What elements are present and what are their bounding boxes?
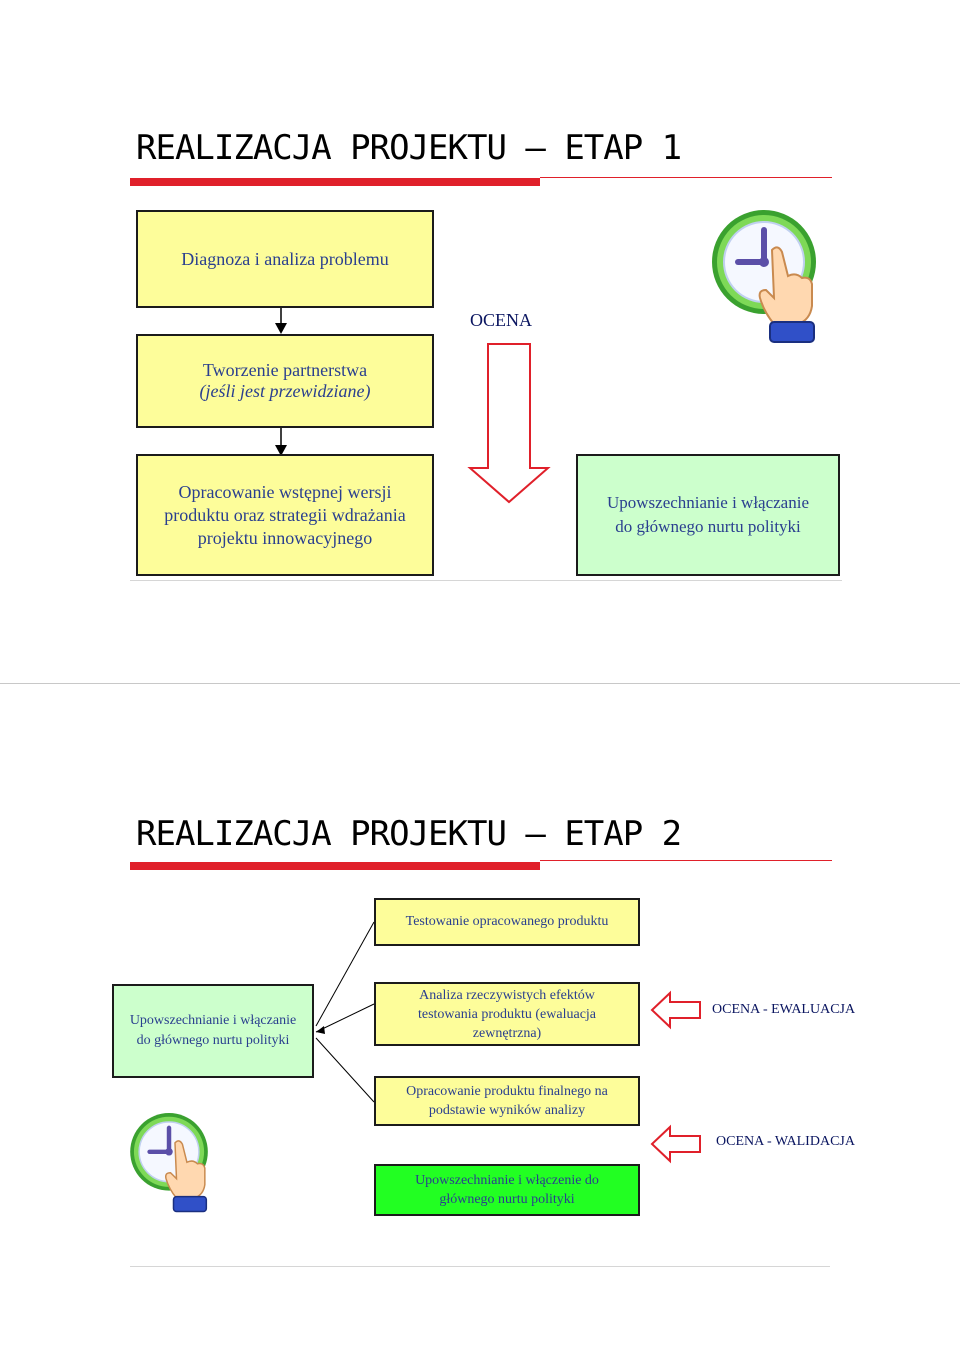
title-underline-line [540, 177, 832, 178]
partnership-box [136, 334, 434, 428]
testing-box-label: Testowanie opracowanego produktu [405, 914, 609, 929]
testing-box [374, 898, 640, 946]
dissemination-line-2: do głównego nurtu polityki [136, 1033, 290, 1048]
clock-hand-icon [708, 206, 828, 348]
mainstream-line-2: głównego nurtu polityki [439, 1192, 575, 1207]
dissemination-box [112, 984, 314, 1078]
footer-line [130, 1266, 830, 1267]
slide-2-canvas [78, 726, 882, 1326]
diagnosis-box-label: Diagnoza i analiza problemu [181, 248, 389, 269]
ocena-evaluation-label: OCENA - EWALUACJA [712, 1002, 856, 1017]
ocena-label: OCENA [470, 310, 532, 330]
footer-line [130, 580, 842, 581]
partnership-line-1: Tworzenie partnerstwa [202, 360, 368, 380]
mainstream-line-1: Upowszechnianie i włączenie do [415, 1173, 599, 1188]
ocena-validation-label: OCENA - WALIDACJA [716, 1134, 855, 1149]
slide-1 [78, 40, 882, 640]
analysis-line-1: Analiza rzeczywistych efektów [419, 987, 595, 1003]
title-underline-bar [130, 178, 540, 186]
draft-line-2: produktu oraz strategii wdrażania [164, 504, 406, 525]
analysis-line-2: testowania produktu (ewaluacja [417, 1006, 597, 1022]
final-line-2: podstawie wyników analizy [428, 1103, 586, 1118]
evaluation-down-arrow-icon [466, 342, 552, 506]
draft-line-1: Opracowanie wstępnej wersji [178, 481, 392, 502]
draft-product-box [136, 454, 434, 576]
mainstream-box [374, 1164, 640, 1216]
final-product-box [374, 1076, 640, 1126]
evaluation-left-arrow-icon [650, 990, 702, 1030]
flow-arrow-1-icon [271, 308, 291, 336]
title-underline-bar [130, 862, 540, 870]
clock-hand-icon [126, 1110, 218, 1216]
dissemination-line-1: Upowszechnianie i włączanie [606, 493, 810, 512]
slide-2-title: REALIZACJA PROJEKTU – ETAP 2 [136, 814, 682, 854]
dissemination-line-2: do głównego nurtu polityki [615, 517, 801, 536]
validation-left-arrow-icon [650, 1124, 702, 1164]
draft-line-3: projektu innowacyjnego [197, 527, 373, 548]
analysis-box [374, 982, 640, 1046]
title-underline-line [540, 860, 832, 861]
dissemination-line-1: Upowszechnianie i włączanie [129, 1013, 297, 1028]
dissemination-box [576, 454, 840, 576]
diagnosis-box [136, 210, 434, 308]
page-2 [0, 684, 960, 1367]
final-line-1: Opracowanie produktu finalnego na [406, 1084, 608, 1099]
analysis-line-3: zewnętrzna) [472, 1025, 542, 1041]
partnership-line-2: (jeśli jest przewidziane) [199, 381, 371, 401]
slide-1-title: REALIZACJA PROJEKTU – ETAP 1 [136, 128, 682, 168]
stage-2-diagram [112, 896, 870, 1216]
slide-1-canvas [78, 40, 882, 640]
slide-2 [78, 726, 882, 1326]
